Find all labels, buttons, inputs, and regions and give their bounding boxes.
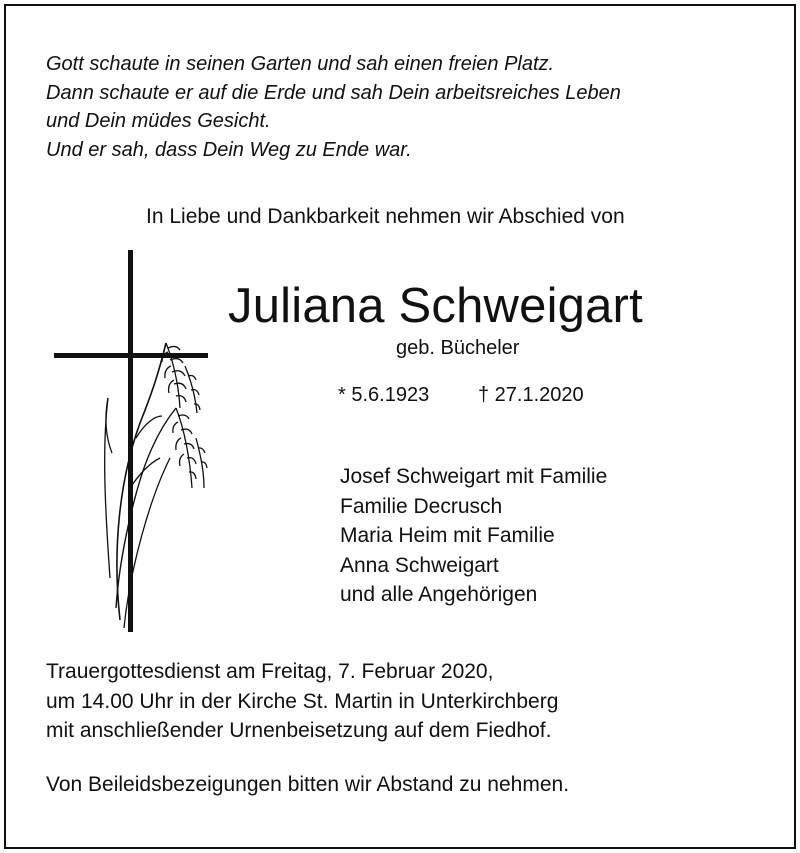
condolence-note: Von Beileidsbezeigungen bitten wir Abstand zu nehmen. (46, 773, 570, 796)
service-info (46, 657, 558, 746)
poem-line: Und er sah, dass Dein Weg zu Ende war. (46, 138, 412, 161)
death-date: † 27.1.2020 (478, 384, 584, 406)
cross-with-wheat-icon (50, 248, 220, 638)
intro-text: In Liebe und Dankbarkeit nehmen wir Abschied von (146, 205, 625, 228)
service-line: um 14.00 Uhr in der Kirche St. Martin in Unterkirchberg (46, 689, 559, 713)
poem (46, 50, 766, 164)
poem-line: Gott schaute in seinen Garten und sah einen freien Platz. (46, 53, 555, 75)
poem-line: Dann schaute er auf die Erde und sah Dein arbeitsreiches Leben (46, 81, 621, 104)
mourner-item: Anna Schweigart (340, 553, 499, 577)
mourners-list (340, 462, 607, 610)
service-line: Trauergottesdienst am Freitag, 7. Februar 2020, (46, 660, 494, 683)
deceased-name: Juliana Schweigart (228, 279, 643, 333)
poem-line: und Dein müdes Gesicht. (46, 110, 271, 132)
mourner-item: Josef Schweigart mit Familie (340, 465, 608, 488)
birth-date: * 5.6.1923 (338, 384, 430, 406)
mourner-item: Maria Heim mit Familie (340, 524, 555, 547)
maiden-name: geb. Bücheler (396, 337, 520, 359)
mourner-item: Familie Decrusch (340, 494, 503, 518)
mourner-item: und alle Angehörigen (340, 583, 538, 606)
service-line: mit anschließender Urnenbeisetzung auf dem Fiedhof. (46, 719, 552, 742)
